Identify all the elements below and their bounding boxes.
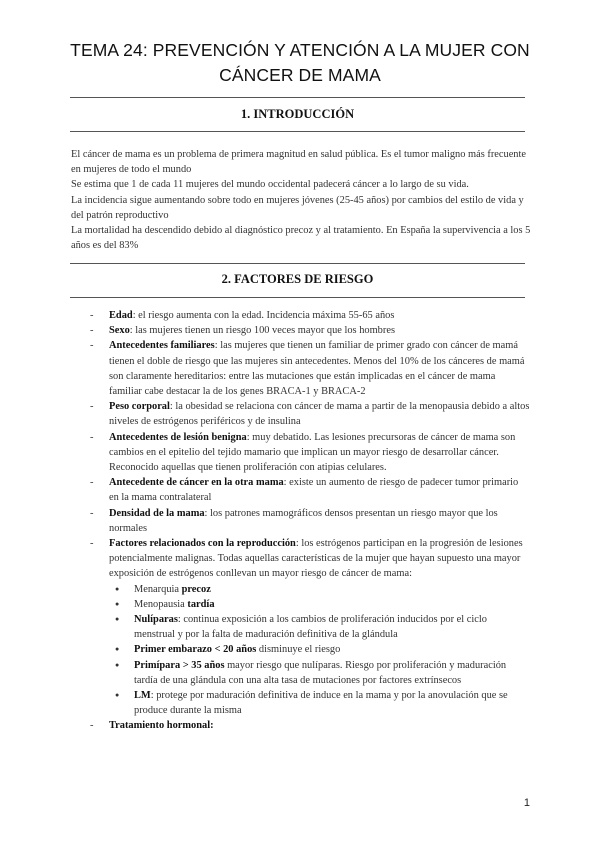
list-item <box>86 430 530 476</box>
sub-text: disminuye el riesgo <box>256 644 341 656</box>
risk-text: : <box>210 720 214 732</box>
risk-text: : muy debatido. Las lesiones precursoras de cáncer de mama son cambios en el epitelio del tejido mamario que implican un mayor riesgo de desarrollar cáncer. Reconocido aquellas que tienen proliferación con atipias celulares. <box>109 431 516 474</box>
risk-term: Edad <box>109 310 133 321</box>
section-heading-intro: 1. INTRODUCCIÓN <box>240 107 355 121</box>
intro-paragraph: Se estima que 1 de cada 11 mujeres del mundo occidental padecerá cáncer a lo largo de su vida. <box>71 179 469 191</box>
list-item <box>86 399 530 429</box>
risk-text: : la obesidad se relaciona con cáncer de mama a partir de la menopausia debido a altos niveles de estrógenos periféricos y de insulina <box>109 401 530 428</box>
sub-term: LM <box>134 690 151 702</box>
sub-text: mayor riesgo que nulíparas. Riesgo por proliferación y maduración tardía de una glándula con una alta tasa de mutaciones por factores extrínsecos <box>134 659 507 686</box>
sub-list-item <box>109 642 530 657</box>
list-item <box>86 475 530 505</box>
risk-factor-list <box>86 308 530 734</box>
sub-list-item <box>109 582 530 597</box>
risk-text: : las mujeres que tienen un familiar de primer grado con cáncer de mamá tienen el doble de riesgo que las mujeres sin antecedentes. Menos del 10% de los cánceres de mamá son claramente hereditarios: entre las mutaciones que están implicadas en el cáncer de mama familiar cabe destacar la de los genes BRACA-1 y BRACA-2 <box>109 340 525 398</box>
divider <box>70 263 525 264</box>
risk-text: : las mujeres tienen un riesgo 100 veces mayor que los hombres <box>129 325 395 337</box>
risk-term: Antecedentes familiares <box>109 340 215 352</box>
sub-term: Primípara > 35 años <box>134 659 225 671</box>
intro-body <box>71 147 531 253</box>
list-item <box>86 323 530 338</box>
sub-text: Menarquia <box>134 583 182 595</box>
list-item <box>86 536 530 718</box>
divider <box>70 131 525 132</box>
sub-list-item <box>109 597 530 612</box>
risk-term: Factores relacionados con la reproducción <box>109 538 296 550</box>
risk-term: Densidad de la mama <box>109 507 205 519</box>
sub-list-item <box>109 688 530 718</box>
risk-text: : existe un aumento de riesgo de padecer tumor primario en la mama contralateral <box>109 477 519 504</box>
list-item <box>86 338 530 399</box>
risk-term: Antecedentes de lesión benigna <box>109 431 247 443</box>
page-number: 1 <box>523 797 530 809</box>
divider <box>70 297 525 298</box>
sub-text: : continua exposición a los cambios de proliferación inducidos por el ciclo menstrual y por la falta de maduración definitiva de la glándula <box>134 614 487 641</box>
intro-paragraph: La incidencia sigue aumentando sobre todo en mujeres jóvenes (25-45 años) por cambios del estilo de vida y del patrón reproductivo <box>71 194 524 221</box>
risk-term: Tratamiento hormonal <box>109 720 211 732</box>
risk-term: Antecedente de cáncer en la otra mama <box>109 477 284 489</box>
title-line-2: CÁNCER DE MAMA <box>219 65 381 85</box>
section-heading-risk: 2. FACTORES DE RIESGO <box>221 272 374 286</box>
sub-term: Primer embarazo < 20 años <box>134 644 257 656</box>
sub-term: precoz <box>181 583 211 595</box>
list-item <box>86 718 530 733</box>
document-title <box>70 38 530 88</box>
sub-list-item <box>109 612 530 642</box>
risk-text: : el riesgo aumenta con la edad. Incidencia máxima 55-65 años <box>132 310 395 321</box>
risk-text: : los estrógenos participan en la progresión de lesiones potencialmente malignas. Todas aquellas características de la mujer que hayan supuesto una mayor exposición de estrógenos conllevan un mayor riesgo de cáncer de mama: <box>109 538 523 580</box>
reproduction-factors-list <box>109 582 530 719</box>
intro-paragraph: El cáncer de mama es un problema de primera magnitud en salud pública. Es el tumor maligno más frecuente en mujeres de todo el mundo <box>71 149 527 176</box>
sub-list-item <box>109 658 530 688</box>
sub-term: Nulíparas <box>134 614 178 626</box>
list-item <box>86 308 530 323</box>
sub-text: : protege por maduración definitiva de induce en la mama y por la anovulación que se produce durante la misma <box>134 690 508 717</box>
list-item <box>86 506 530 536</box>
risk-term: Sexo <box>109 325 130 337</box>
risk-text: : los patrones mamográficos densos presentan un riesgo mayor que los normales <box>109 507 498 534</box>
intro-paragraph: La mortalidad ha descendido debido al diagnóstico precoz y al tratamiento. En España la supervivencia a los 5 años es del 83% <box>71 225 531 252</box>
sub-term: tardía <box>187 598 215 610</box>
sub-text: Menopausia <box>134 598 188 610</box>
title-line-1: TEMA 24: PREVENCIÓN Y ATENCIÓN A LA MUJER CON <box>70 40 530 60</box>
risk-term: Peso corporal <box>109 401 170 413</box>
divider <box>70 97 525 98</box>
